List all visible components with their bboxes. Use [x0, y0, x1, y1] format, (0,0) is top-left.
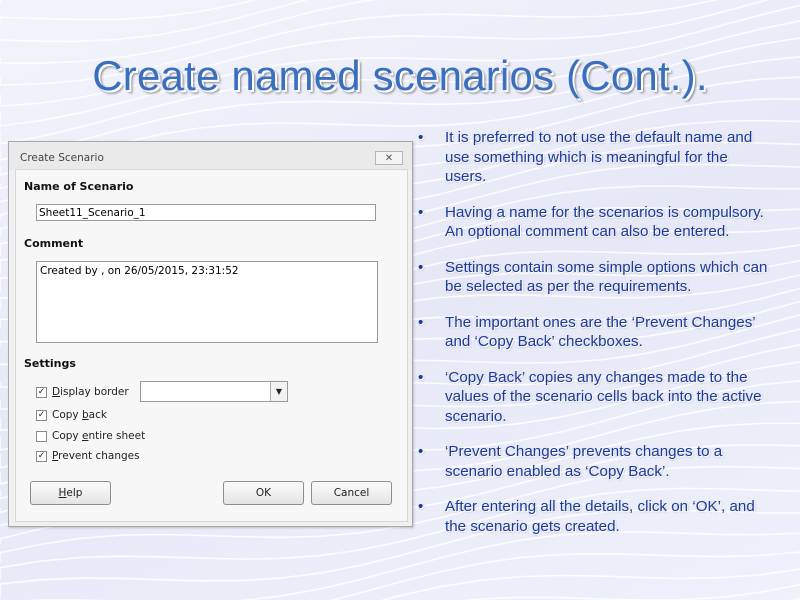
dialog-body [15, 169, 408, 522]
bullet-marker: • [418, 313, 424, 331]
bullet-marker: • [418, 368, 424, 386]
settings-section-label: Settings [24, 357, 76, 370]
display-border-option[interactable] [36, 385, 129, 399]
bullet-item: • Having a name for the scenarios is compulsory. An optional comment can also be entered. [418, 203, 764, 240]
slide-title: Create named scenarios (Cont.). [92, 52, 708, 99]
bullet-item: • Settings contain some simple options which can be selected as per the requirements. [418, 258, 768, 295]
display-border-checkbox[interactable]: ✓ [37, 386, 46, 397]
bullet-item: • ‘Prevent Changes’ prevents changes to a scenario enabled as ‘Copy Back’. [418, 443, 723, 480]
wave-line [0, 585, 800, 600]
bullet-item: • The important ones are the ‘Prevent Changes’ and ‘Copy Back’ checkboxes. [418, 313, 756, 350]
bullet-marker: • [418, 498, 424, 515]
comment-section-label: Comment [24, 237, 84, 250]
copy-entire-sheet-option[interactable] [36, 429, 145, 443]
border-color-dropdown[interactable] [140, 381, 288, 402]
copy-entire-sheet-label: Copy entire sheet [52, 430, 146, 442]
bullet-list [415, 128, 770, 552]
wave-line [0, 0, 800, 22]
wave-line [0, 569, 800, 600]
create-scenario-dialog [8, 141, 413, 527]
dialog-title: Create Scenario [20, 152, 104, 164]
copy-back-option[interactable] [36, 408, 107, 422]
name-section-label: Name of Scenario [24, 180, 134, 193]
bullet-marker: • [418, 129, 424, 146]
bullet-item: • ‘Copy Back’ copies any changes made to the values of the scenario cells back into the active scenario. [418, 368, 762, 425]
copy-entire-sheet-checkbox[interactable] [36, 431, 47, 442]
bullet-marker: • [418, 203, 424, 221]
display-border-label: Display border [52, 386, 129, 398]
bullet-item: • After entering all the details, click on ‘OK’, and the scenario gets created. [418, 498, 755, 535]
prevent-changes-option[interactable] [36, 449, 140, 463]
cancel-button[interactable]: Cancel [311, 481, 392, 505]
chevron-down-icon[interactable]: ▼ [270, 382, 287, 401]
close-icon[interactable]: ✕ [375, 151, 403, 165]
prevent-changes-checkbox[interactable]: ✓ [37, 450, 46, 461]
bullet-marker: • [418, 443, 424, 460]
copy-back-label: Copy back [52, 409, 107, 421]
bullet-marker: • [418, 258, 424, 276]
prevent-changes-label: Prevent changes [52, 450, 140, 462]
help-button[interactable]: Help [30, 481, 111, 505]
wave-line [0, 0, 800, 4]
comment-textarea[interactable]: Created by , on 26/05/2015, 23:31:52 [36, 261, 378, 343]
bullet-item: • It is preferred to not use the default name and use something which is meaningful for the users. [418, 129, 753, 185]
wave-line [0, 0, 800, 41]
dialog-titlebar [9, 142, 412, 170]
scenario-name-input[interactable]: Sheet11_Scenario_1 [36, 204, 376, 221]
ok-button[interactable]: OK [223, 481, 304, 505]
wave-line [0, 552, 800, 600]
copy-back-checkbox[interactable]: ✓ [37, 409, 46, 420]
